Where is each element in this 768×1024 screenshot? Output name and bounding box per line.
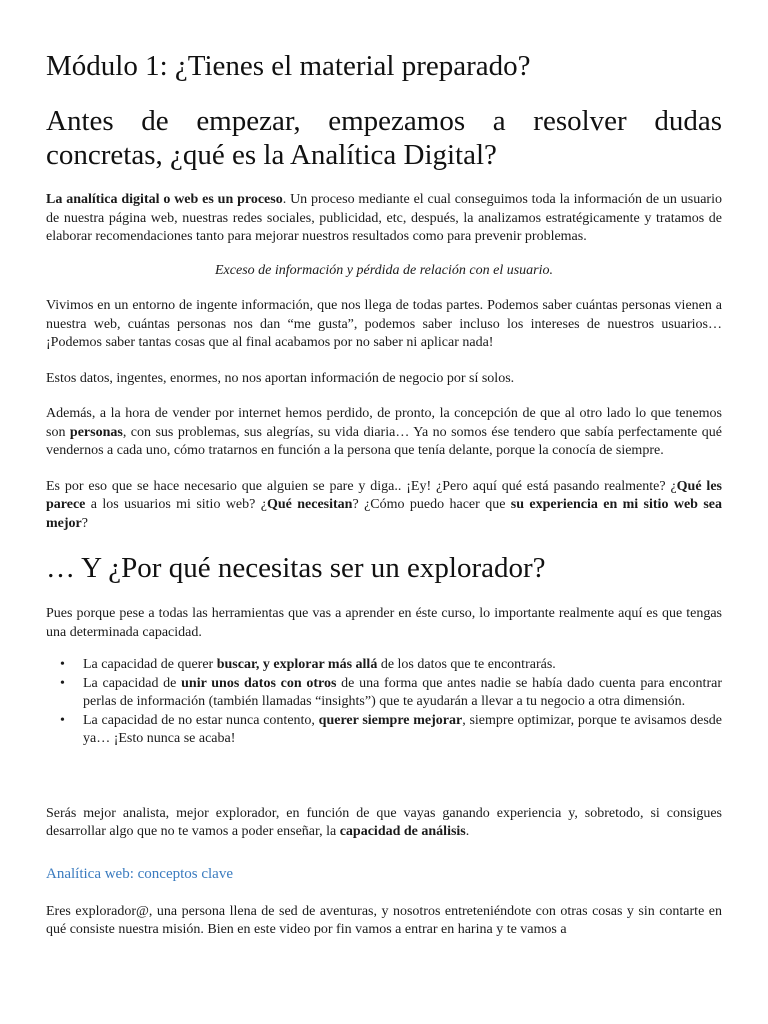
capacity-paragraph: Pues porque pese a todas las herramientas que vas a aprender en éste curso, lo importante realmente aquí es que tengas una determinada capacidad.: [46, 606, 722, 640]
definition-text: . Un proceso mediante el cual conseguimos toda la información de un usuario de nuestra página web, nuestras redes sociales, publicidad, etc, después, la analizamos estratégicamente y tratamos de elaborar recomendaciones tanto para mejorar nuestros resultados como para prevenir problemas.: [46, 192, 722, 244]
analysis-bold: capacidad de análisis: [339, 824, 466, 839]
definition-bold: La analítica digital o web es un proceso: [46, 192, 283, 207]
bullet-icon: •: [60, 657, 65, 672]
list-item: • La capacidad de unir unos datos con otros de una forma que antes nadie se había dado cuenta para encontrar perlas de información (también llamadas “insights”) que te ayudarán a llevar a tu negocio a otra dimensión.: [60, 675, 722, 709]
bullet-icon: •: [60, 675, 65, 691]
explorer-mission-paragraph: Eres explorador@, una persona llena de sed de aventuras, y nosotros entreteniéndote con otras cosas y sin contarte en qué consiste nuestra misión. Bien en este video por fin vamos a entrar en harina y te vamos a: [46, 903, 722, 937]
intro-heading: Antes de empezar, empezamos a resolver dudas concretas, ¿qué es la Analítica Digital?: [46, 105, 722, 171]
module-heading: Módulo 1: ¿Tienes el material preparado?: [46, 50, 531, 82]
italic-caption: Exceso de información y pérdida de relación con el usuario.: [215, 262, 553, 278]
capacity-list: [46, 656, 722, 749]
definition-paragraph: [46, 191, 722, 247]
bullet-icon: •: [60, 712, 65, 728]
questions-paragraph: Es por eso que se hace necesario que alguien se pare y diga.. ¡Ey! ¿Pero aquí qué está pasando realmente? ¿Qué les parece a los usuarios mi sitio web? ¿Qué necesitan? ¿Cómo puedo hacer que su experiencia en mi sitio web sea mejor?: [46, 478, 722, 531]
people-paragraph: Además, a la hora de vender por internet hemos perdido, de pronto, la concepción de que al otro lado lo que tenemos son personas, con sus problemas, sus alegrías, su vida diaria… Ya no somos ése tendero que sabía perfectamente qué vendernos a cada uno, cómo tratarnos en función a la persona que tenía delante, porque la conocía de siempre.: [46, 406, 722, 458]
list-item: • La capacidad de no estar nunca contento, querer siempre mejorar, siempre optimizar, porque te avisamos desde ya… ¡Esto nunca se acaba!: [60, 712, 722, 746]
list-item: • La capacidad de querer buscar, y explorar más allá de los datos que te encontrarás.: [46, 656, 722, 675]
data-paragraph: Estos datos, ingentes, enormes, no nos aportan información de negocio por sí solos.: [46, 370, 515, 386]
people-bold: personas: [69, 424, 123, 440]
explorer-heading: … Y ¿Por qué necesitas ser un explorador?: [46, 552, 546, 584]
information-paragraph: Vivimos en un entorno de ingente información, que nos llega de todas partes. Podemos saber cuántas personas vienen a nuestra web, cuántas personas nos dan “me gusta”, podemos saber incluso los intereses de nuestros usuarios… ¡Podemos saber tantas cosas que al final acabamos por no saber ni aplicar nada!: [46, 298, 722, 350]
analyst-paragraph: Serás mejor analista, mejor explorador, en función de que vayas ganando experiencia y, sobretodo, si consigues desarrollar algo que no te vamos a poder enseñar, la capacidad de análisis.: [46, 805, 722, 839]
key-concepts-subtitle: Analítica web: conceptos clave: [46, 865, 234, 882]
